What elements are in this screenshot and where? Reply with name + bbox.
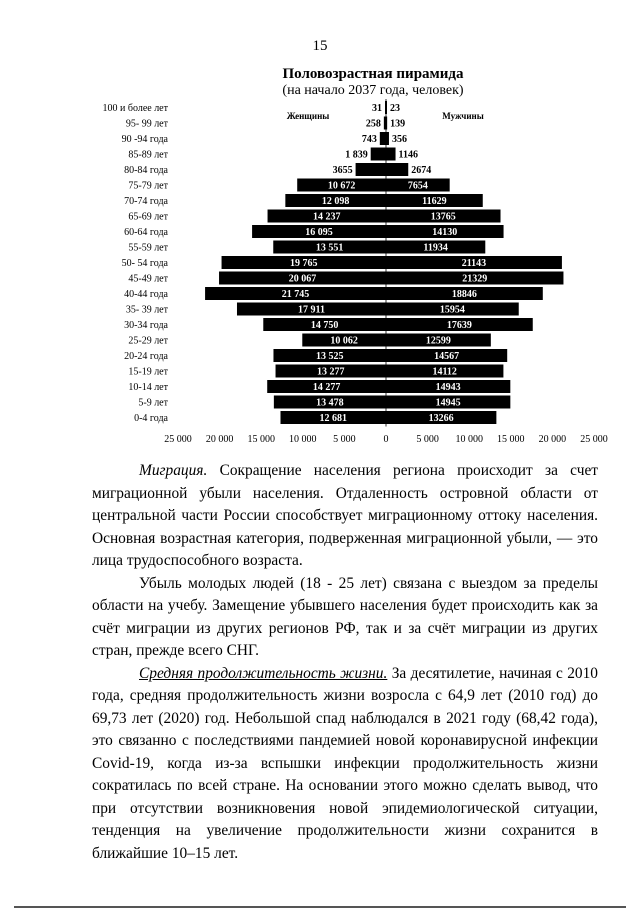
data-label-men: 1146 bbox=[398, 149, 418, 161]
x-tick-label: 15 000 bbox=[247, 434, 275, 445]
data-label-men: 15954 bbox=[439, 304, 465, 316]
age-group-label: 10-14 лет bbox=[128, 382, 168, 393]
data-label-men: 356 bbox=[391, 134, 407, 145]
data-label-women: 14 277 bbox=[312, 382, 341, 393]
age-group-label: 45-49 лет bbox=[128, 273, 168, 285]
age-group-label: 25-29 лет bbox=[128, 335, 168, 347]
bar-men bbox=[386, 148, 396, 161]
age-group-label: 80-84 года bbox=[124, 165, 168, 176]
data-label-women: 13 551 bbox=[315, 242, 344, 254]
data-label-women: 31 bbox=[372, 103, 382, 114]
bar-women bbox=[371, 148, 386, 161]
data-label-men: 11629 bbox=[422, 196, 447, 207]
data-label-men: 21143 bbox=[461, 258, 487, 269]
age-group-label: 65-69 лет bbox=[128, 211, 168, 223]
data-label-men: 14567 bbox=[434, 351, 460, 362]
age-group-label: 95- 99 лет bbox=[125, 118, 168, 130]
data-label-women: 3655 bbox=[332, 165, 353, 176]
bar-men bbox=[386, 132, 389, 145]
paragraph-migration bbox=[92, 460, 598, 573]
x-tick-label: 10 000 bbox=[455, 434, 483, 445]
paragraph-text-youth-outflow: Убыль молодых людей (18 - 25 лет) связана с выездом за пределы области на учебу. Замещение убывшего населения будет происходить как за счёт миграции из других регионов РФ, так и за счёт миграции из других стран, прежде всего СНГ. bbox=[92, 574, 598, 659]
age-group-label: 50- 54 года bbox=[121, 258, 168, 269]
age-group-label: 55-59 лет bbox=[128, 242, 168, 254]
data-label-women: 13 478 bbox=[316, 397, 344, 409]
data-label-men: 17639 bbox=[446, 320, 472, 331]
data-label-men: 7654 bbox=[407, 180, 428, 192]
data-label-men: 14112 bbox=[432, 366, 457, 378]
legend-men: Мужчины bbox=[442, 111, 484, 121]
data-label-men: 23 bbox=[390, 103, 400, 114]
age-group-label: 75-79 лет bbox=[128, 180, 168, 192]
data-label-women: 16 095 bbox=[305, 227, 333, 238]
x-tick-label: 15 000 bbox=[497, 434, 525, 445]
age-group-label: 90 -94 года bbox=[121, 134, 168, 145]
data-label-women: 14 237 bbox=[313, 211, 341, 223]
data-label-men: 12599 bbox=[425, 335, 451, 347]
x-tick-label: 25 000 bbox=[164, 434, 192, 445]
x-tick-label: 25 000 bbox=[580, 434, 608, 445]
data-label-men: 14130 bbox=[432, 227, 458, 238]
paragraph-lead-migration: Миграция. bbox=[139, 462, 208, 479]
data-label-women: 14 750 bbox=[310, 320, 339, 331]
x-tick-label: 10 000 bbox=[289, 434, 317, 445]
age-group-label: 5-9 лет bbox=[138, 397, 168, 409]
data-label-men: 18846 bbox=[451, 289, 477, 300]
data-label-men: 14943 bbox=[435, 382, 461, 393]
age-group-label: 0-4 года bbox=[134, 413, 168, 424]
data-label-men: 139 bbox=[390, 118, 406, 130]
data-label-women: 743 bbox=[361, 134, 377, 145]
x-tick-label: 20 000 bbox=[205, 434, 234, 445]
legend-women: Женщины bbox=[286, 111, 330, 121]
data-label-women: 12 681 bbox=[319, 413, 347, 424]
data-label-men: 11934 bbox=[423, 242, 448, 254]
bar-women bbox=[356, 163, 386, 176]
data-label-women: 21 745 bbox=[281, 289, 310, 300]
x-tick-label: 20 000 bbox=[538, 434, 567, 445]
data-label-women: 258 bbox=[365, 118, 381, 130]
data-label-women: 19 765 bbox=[290, 258, 318, 269]
x-tick-label: 5 000 bbox=[333, 434, 356, 445]
data-label-women: 1 839 bbox=[345, 149, 368, 161]
body-text bbox=[92, 460, 598, 865]
data-label-women: 10 672 bbox=[327, 180, 356, 192]
age-group-label: 60-64 года bbox=[124, 227, 168, 238]
age-group-label: 30-34 года bbox=[124, 320, 168, 331]
chart-subtitle: (на начало 2037 года, человек) bbox=[282, 83, 464, 98]
data-label-men: 13266 bbox=[428, 413, 454, 424]
paragraph-text-migration: Сокращение населения региона происходит за счет миграционной убыли населения. Отдаленность островной области от центральной части России способствует миграционному оттоку населения. Основная возрастная категория, подверженная миграционной убыли, — это лица трудоспособного возраста. bbox=[92, 462, 598, 569]
age-group-label: 100 и более лет bbox=[102, 103, 168, 114]
data-label-women: 13 277 bbox=[317, 366, 345, 378]
age-group-label: 70-74 года bbox=[124, 196, 168, 207]
x-tick-label: 0 bbox=[383, 434, 389, 445]
paragraph-life-expectancy bbox=[92, 663, 598, 866]
age-group-label: 85-89 лет bbox=[128, 149, 168, 161]
paragraph-youth-outflow bbox=[92, 573, 598, 663]
age-group-label: 40-44 года bbox=[124, 289, 168, 300]
data-label-women: 20 067 bbox=[288, 273, 317, 285]
data-label-women: 10 062 bbox=[330, 335, 358, 347]
data-label-women: 13 525 bbox=[315, 351, 344, 362]
bar-women bbox=[380, 132, 386, 145]
x-tick-label: 5 000 bbox=[416, 434, 439, 445]
data-label-women: 12 098 bbox=[321, 196, 350, 207]
page-bottom-rule bbox=[14, 906, 626, 908]
page-number: 15 bbox=[312, 38, 328, 54]
paragraph-lead-life-expectancy: Средняя продолжительность жизни. bbox=[139, 664, 388, 682]
data-label-women: 17 911 bbox=[298, 304, 325, 316]
age-group-label: 15-19 лет bbox=[128, 366, 168, 378]
data-label-men: 2674 bbox=[411, 165, 432, 176]
data-label-men: 14945 bbox=[435, 397, 461, 409]
paragraph-text-life-expectancy: За десятилетие, начиная с 2010 года, средняя продолжительность жизни возросла с 64,9 лет (2010 год) до 69,73 лет (2020) год. Небольшой спад наблюдался в 2021 году (68,42 года), это связанно с последствиями пандемией новой коронавирусной инфекции Covid-19, когда из-за вспышки инфекции продолжительность жизни сократилась по всей стране. На основании этого можно сделать вывод, что при отсутствии возникновения новой эпидемиологической ситуации, тенденция на увеличение продолжительности жизни сохранится в ближайшие 10–15 лет. bbox=[92, 664, 598, 862]
age-group-label: 35- 39 лет bbox=[125, 304, 168, 316]
age-group-label: 20-24 года bbox=[124, 351, 168, 362]
data-label-men: 13765 bbox=[430, 211, 456, 223]
chart-title: Половозрастная пирамида bbox=[282, 66, 464, 82]
bar-men bbox=[386, 163, 408, 176]
data-label-men: 21329 bbox=[462, 273, 488, 285]
